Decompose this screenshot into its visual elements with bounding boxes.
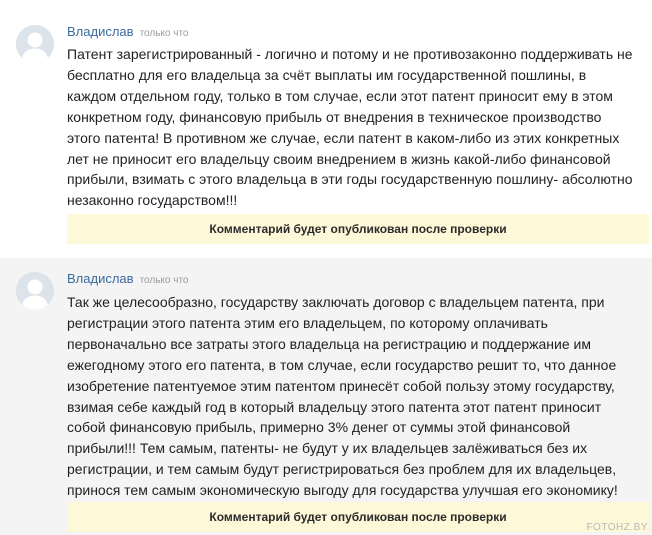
moderation-notice: Комментарий будет опубликован после проверки (67, 214, 649, 244)
comment-item (0, 0, 652, 258)
moderation-notice: Комментарий будет опубликован после проверки (67, 502, 649, 532)
comment-item (0, 258, 652, 535)
user-avatar-icon (16, 272, 54, 310)
user-avatar-icon (16, 25, 54, 63)
watermark: FOTOHZ.BY (586, 522, 648, 533)
comment-time: только что (139, 275, 189, 286)
comment-time: только что (139, 28, 189, 39)
comment-author[interactable]: Владислав (67, 24, 134, 39)
comment-text: Патент зарегистрированный - логично и потому и не противозаконно поддерживать не бесплатно для его владельца за счёт выплаты им государственной пошлины, в каждом отдельном году, только в том случае, если этот патент приносит ему в этом конкретном году, финансовую прибыль от внедрения в техническое производство этого патента! В противном же случае, если патент в каком-либо из этих конкретных лет не приносит его владельцу своим внедрением в жизнь какой-либо финансовой прибыли, взимать с этого владельца в эти годы государственную пошлину- абсолютно незаконно государством!!! (67, 46, 633, 209)
comment-meta (67, 24, 188, 42)
comment-text: Так же целесообразно, государству заключать договор с владельцем патента, при регистрации этого патента этим его владельцем, по которому оплачивать первоначально все затраты этого владельца на регистрацию и поддержание им ежегодному этого его патента, в том случае, если государство решит то, что данное изобретение патентуемое этим патентом принесёт собой пользу этому государству, взимая себе каждый год в который владельцу этого патента этот патент приносит собой финансовую прибыль, примерно 3% денег от суммы этой финансовой прибыли!!! Тем самым, патенты- не будут у их владельцев залёживаться без их регистрации, и тем самым будут регистрироваться без проблем для их владельцев, принося тем самым экономическую выгоду для государства улучшая его экономику! (67, 294, 618, 499)
comment-meta (67, 271, 188, 289)
comment-author[interactable]: Владислав (67, 271, 134, 286)
